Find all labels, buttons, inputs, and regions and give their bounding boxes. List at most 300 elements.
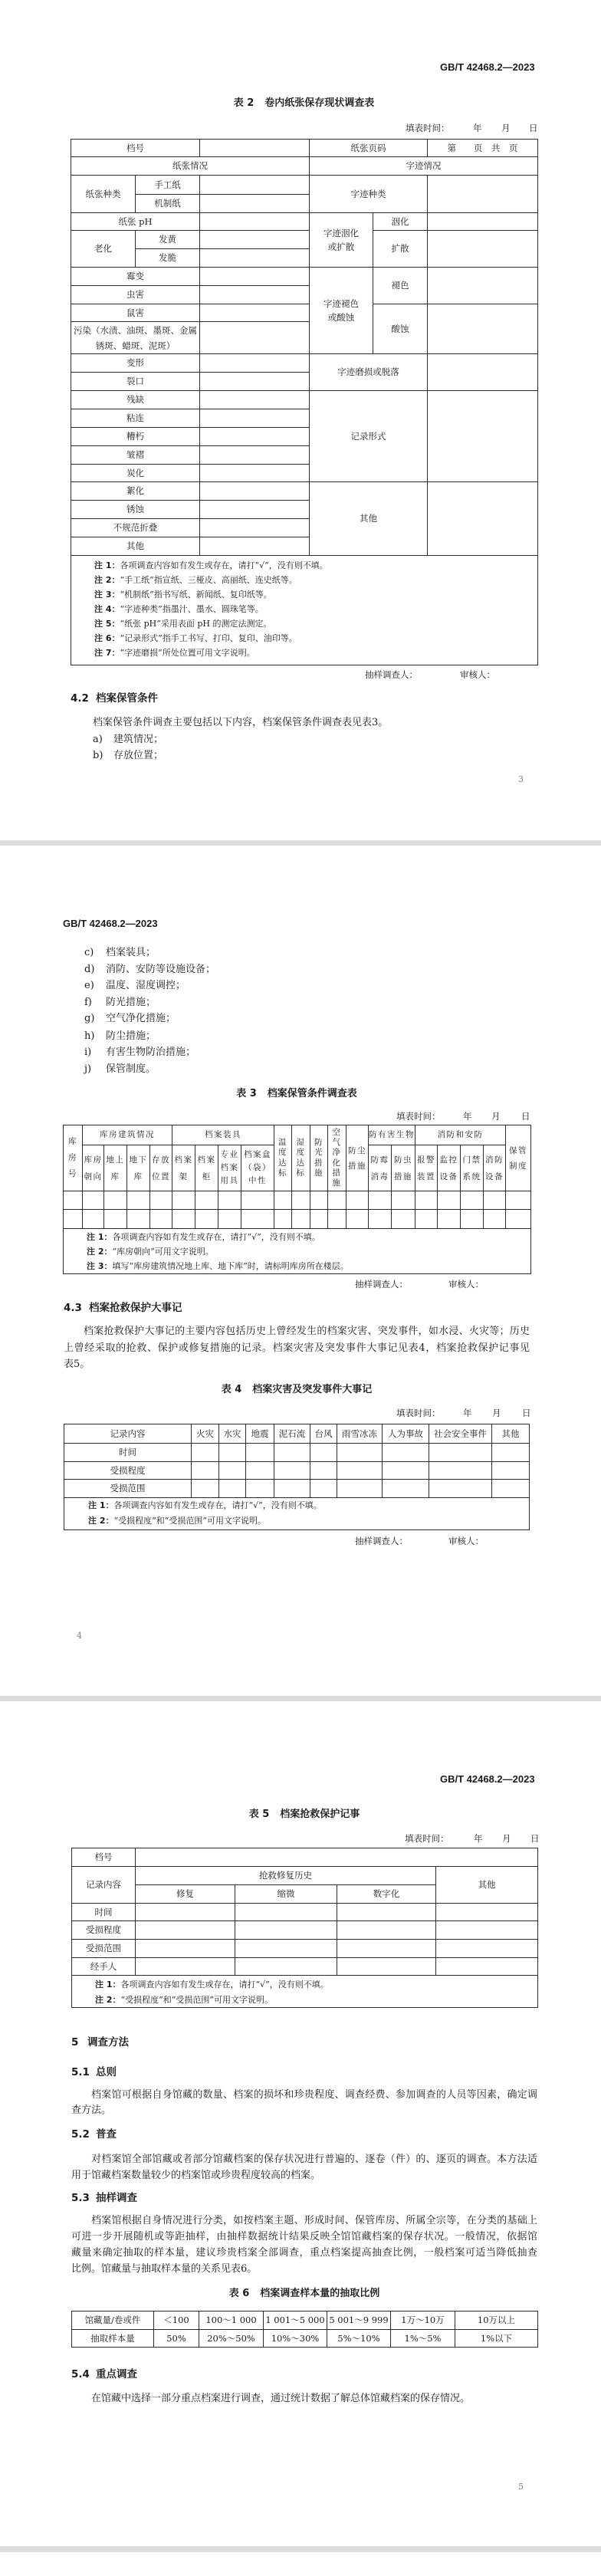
reviewer-signature-label: 审核人： [448, 1279, 484, 1290]
table-notes [64, 1498, 530, 1530]
header-building-group: 库房建筑情况 [83, 1125, 172, 1145]
list-item-text: 防尘措施； [106, 1030, 156, 1042]
cell-blank [172, 1210, 195, 1229]
table-5-rescue-protection-record [71, 1848, 538, 2008]
cell-blank [337, 1904, 436, 1921]
cell-blank [235, 1904, 337, 1921]
surveyor-signature-label: 抽样调查人： [365, 669, 418, 680]
cell-blank [436, 1904, 538, 1921]
cell-blank [310, 1444, 337, 1462]
header-label: 档案柜 [197, 1155, 216, 1181]
header-label: 库房朝向 [84, 1155, 103, 1181]
cell-other-header: 其他 [436, 1867, 538, 1904]
fill-date-label: 填表时间： [405, 1833, 449, 1844]
note [87, 1259, 530, 1273]
cell-writing-fading-option: 酸蚀 [373, 304, 428, 354]
cell-blank [436, 1940, 538, 1958]
table-3-storage-condition-survey [63, 1125, 531, 1274]
header-label: 库房号 [68, 1137, 77, 1178]
note-label: 注 4： [94, 604, 120, 614]
cell-blank [192, 1444, 219, 1462]
cell-blank [195, 1210, 218, 1229]
cell-writing-abrasion: 字迹磨损或脱落 [310, 354, 428, 391]
paper-condition-stain-label: 污染（水渍、油斑、墨斑、金属锈斑、蜡斑、泥斑） [74, 324, 197, 351]
cell-blank [429, 1444, 492, 1462]
cell-blank [200, 286, 310, 304]
list-item-label: h) [84, 1030, 95, 1042]
header-label: 空气净化措施 [332, 1127, 342, 1188]
cell-blank [337, 1480, 383, 1498]
cell-blank [83, 1210, 104, 1229]
cell-writing-fading [310, 268, 373, 354]
header-label: 防霉消毒 [370, 1155, 389, 1181]
table-row [64, 1444, 530, 1462]
header-label: 温度达标 [278, 1137, 287, 1178]
fill-date-year: 年 [463, 1111, 472, 1122]
row-label: 经手人 [72, 1958, 136, 1976]
row-label: 馆藏量/卷或件 [72, 2312, 154, 2330]
header-label: 地上库 [106, 1155, 125, 1181]
table-row [72, 1940, 538, 1958]
standard-code-header: GB/T 42468.2—2023 [63, 918, 158, 929]
header-label: 门禁系统 [462, 1155, 481, 1181]
note-label: 注 6： [94, 633, 120, 643]
cell-blank [392, 1191, 415, 1210]
header-label: 存放位置 [152, 1155, 170, 1181]
note [95, 1993, 537, 2008]
cell-blank [383, 1444, 429, 1462]
cell-history-header: 抢救修复历史 [136, 1867, 436, 1885]
table-notes [72, 1976, 538, 2008]
subsection-title: 重点调查 [96, 2368, 137, 2380]
cell-blank [438, 1191, 461, 1210]
cell-blank [436, 1958, 538, 1976]
table-3-caption [64, 1086, 530, 1102]
section-title: 档案保管条件 [96, 692, 158, 705]
table-row [72, 1958, 538, 1976]
header-temperature [274, 1125, 292, 1191]
surveyor-signature-label: 抽样调查人： [355, 1279, 408, 1290]
table-number: 表 5 [248, 1809, 270, 1820]
list-item-label: e) [84, 980, 94, 991]
fill-date-day: 日 [521, 1111, 530, 1122]
row-label: 时间 [64, 1444, 192, 1462]
cell-paper-condition: 裂口 [71, 373, 200, 391]
header-label: 档案架 [174, 1155, 193, 1181]
table-row [72, 2312, 538, 2330]
cell-value: 1 001～5 000 [264, 2312, 327, 2330]
subsection-number: 5.4 [71, 2368, 90, 2380]
note [94, 558, 537, 573]
note-label: 注 2： [88, 1516, 114, 1526]
cell-blank [219, 1480, 246, 1498]
fill-date-day: 日 [522, 1408, 531, 1418]
cell-blank [383, 1480, 429, 1498]
note-label: 注 1： [95, 1980, 121, 1990]
cell-paper-aging-option: 发黄 [136, 231, 200, 249]
table-number: 表 3 [236, 1088, 257, 1099]
table-number: 表 2 [233, 97, 255, 109]
header-equipment-sub [218, 1145, 241, 1191]
header-equipment-sub [241, 1145, 274, 1191]
list-item-label: c) [84, 947, 94, 958]
table-5-caption [71, 1807, 537, 1822]
cell-page-of: 第 页 共 页 [428, 140, 538, 157]
cell-blank [428, 354, 538, 391]
cell-blank [428, 268, 538, 304]
cell-blank [274, 1444, 310, 1462]
table-6-caption [71, 2286, 537, 2302]
cell-blank [310, 1480, 337, 1498]
cell-blank [274, 1462, 310, 1480]
note-text: “受损程度”和“受损范围”可用文字说明。 [120, 1994, 273, 2005]
column-header: 缩微 [235, 1885, 337, 1904]
cell-blank [200, 373, 310, 391]
table-title: 档案灾害及突发事件大事记 [252, 1384, 373, 1395]
cell-blank [392, 1210, 415, 1229]
header-humidity [292, 1125, 310, 1191]
cell-page-code-label: 纸张页码 [310, 140, 428, 157]
row-label: 抽取样本量 [72, 2330, 154, 2348]
table-2-paper-condition-survey [71, 139, 538, 665]
cell-blank [461, 1210, 484, 1229]
cell-paper-condition [71, 322, 200, 354]
paragraph-line: 比例。馆藏量与抽取样本量的关系见表6。 [71, 2263, 258, 2275]
section-title: 档案抢救保护大事记 [89, 1302, 182, 1314]
header-building-sub [127, 1145, 150, 1191]
cell-blank [428, 176, 538, 213]
cell-blank [484, 1191, 506, 1210]
column-header: 水灾 [219, 1424, 246, 1444]
cell-writing-bleeding-option: 洇化 [373, 213, 428, 231]
row-label: 时间 [72, 1904, 136, 1921]
note-text: “字迹种类”指墨汁、墨水、圆珠笔等。 [120, 604, 264, 614]
note-text: “机制纸”指书写纸、新闻纸、复印纸等。 [120, 590, 272, 600]
note [88, 1513, 529, 1529]
note-text: “字迹磨损”所处位置可用文字说明。 [120, 648, 255, 658]
cell-blank [246, 1480, 274, 1498]
paragraph-line: 档案馆根据自身情况进行分类，如按档案主题、形成时间、保管库房、所属全宗等，在分类的基础上 [91, 2215, 537, 2226]
section-number: 4.3 [64, 1302, 82, 1314]
cell-paper-condition: 糟朽 [71, 428, 200, 446]
header-light [310, 1125, 328, 1191]
cell-paper-header: 纸张情况 [71, 157, 310, 176]
table-title: 档案抢救保护记事 [280, 1809, 360, 1820]
subsection-title: 抽样调查 [96, 2192, 137, 2204]
cell-blank [246, 1444, 274, 1462]
fill-date-label: 填表时间： [396, 1408, 441, 1418]
table-row [64, 1191, 531, 1210]
header-security-sub [415, 1145, 438, 1191]
header-building-sub [83, 1145, 104, 1191]
cell-value: 1%～5% [391, 2330, 455, 2348]
cell-value: ＜100 [154, 2312, 199, 2330]
note-label: 注 1： [87, 1232, 113, 1242]
cell-blank [337, 1940, 436, 1958]
cell-paper-condition: 锈蚀 [71, 501, 200, 519]
header-equipment-sub [172, 1145, 195, 1191]
cell-paper-condition: 虫害 [71, 286, 200, 304]
subsection-number: 5.3 [71, 2192, 90, 2204]
cell-record-label: 记录内容 [72, 1867, 136, 1904]
cell-blank [428, 304, 538, 354]
note-text: 填写“库房建筑情况地上库、地下库”时，请标明库房所在楼层。 [112, 1261, 349, 1271]
cell-blank [484, 1210, 506, 1229]
cell-blank [136, 1848, 538, 1867]
list-item-text: 防光措施； [106, 996, 156, 1008]
cell-paper-condition: 不规范折叠 [71, 519, 200, 537]
header-pests-sub [392, 1145, 415, 1191]
page-number: 5 [518, 2482, 524, 2492]
list-item-label: b) [93, 750, 103, 761]
note-label: 注 2： [95, 1994, 121, 2005]
note-text: 各项调查内容如有发生或存在，请打“√”，没有则不填。 [120, 560, 328, 570]
cell-blank [346, 1191, 369, 1210]
cell-blank [192, 1480, 219, 1498]
note-text: “记录形式”指手工书写、打印、复印、油印等。 [120, 633, 297, 643]
cell-blank [200, 249, 310, 268]
standard-code-header: GB/T 42468.2—2023 [440, 61, 535, 73]
cell-paper-condition: 变形 [71, 354, 200, 373]
cell-blank [200, 537, 310, 556]
note-text: “纸张 pH”采用表面 pH 的测定法测定。 [120, 619, 272, 629]
cell-blank [200, 391, 310, 409]
cell-blank [428, 391, 538, 482]
column-header: 泥石流 [274, 1424, 310, 1444]
header-label: 专业档案用具 [220, 1150, 239, 1185]
cell-blank [438, 1210, 461, 1229]
note-text: “库房朝向”可用文字说明。 [112, 1247, 214, 1257]
note-text: 各项调查内容如有发生或存在，请打“√”，没有则不填。 [120, 1980, 329, 1990]
cell-blank [200, 428, 310, 446]
surveyor-signature-label: 抽样调查人： [355, 1536, 408, 1546]
cell-blank [274, 1480, 310, 1498]
column-header: 其他 [492, 1424, 530, 1444]
cell-blank [200, 304, 310, 322]
cell-blank [195, 1191, 218, 1210]
cell-blank [369, 1210, 392, 1229]
section-title: 调查方法 [87, 2036, 129, 2049]
page-3 [0, 0, 601, 840]
cell-blank [200, 354, 310, 373]
cell-blank [235, 1958, 337, 1976]
list-item-label: f) [84, 996, 92, 1008]
subsection-title: 普查 [96, 2128, 117, 2141]
header-security-sub [484, 1145, 506, 1191]
cell-blank [492, 1444, 530, 1462]
header-label: 地下库 [129, 1155, 148, 1181]
row-label: 受损范围 [72, 1940, 136, 1958]
note-label: 注 1： [88, 1500, 114, 1510]
header-management [506, 1125, 531, 1191]
list-item-text: 温度、湿度调控； [106, 980, 186, 991]
cell-blank [200, 268, 310, 286]
paragraph-line: 档案馆可根据自身馆藏的数量、档案的损坏和珍贵程度、调查经费、参加调查的人员等因素，确定调 [91, 2089, 537, 2101]
cell-blank [192, 1462, 219, 1480]
note [87, 1230, 530, 1244]
table-row [64, 1462, 530, 1480]
cell-value: 5%～10% [327, 2330, 391, 2348]
cell-value: 20%～50% [199, 2330, 264, 2348]
cell-blank [200, 140, 310, 157]
cell-blank [328, 1210, 346, 1229]
note [94, 587, 537, 602]
cell-blank [136, 1904, 235, 1921]
column-header: 社会安全事件 [429, 1424, 492, 1444]
cell-paper-ph: 纸张 pH [71, 213, 200, 231]
header-dust [346, 1125, 369, 1191]
cell-blank [218, 1210, 241, 1229]
note-text: “受损程度”和“受损范围”可用文字说明。 [113, 1516, 266, 1526]
cell-paper-aging: 老化 [71, 231, 136, 268]
cell-blank [172, 1191, 195, 1210]
cell-blank [150, 1210, 172, 1229]
standard-code-header: GB/T 42468.2—2023 [440, 1773, 535, 1785]
header-security-group: 消防和安防 [415, 1125, 506, 1145]
subsection-title: 总则 [96, 2066, 117, 2078]
fill-date-month: 月 [492, 1408, 501, 1418]
cell-blank [328, 1191, 346, 1210]
cell-blank [429, 1480, 492, 1498]
note [88, 1498, 529, 1513]
header-air [328, 1125, 346, 1191]
cell-file-no-label: 档号 [71, 140, 200, 157]
list-item-text: 空气净化措施； [106, 1013, 176, 1024]
row-label: 受损程度 [72, 1921, 136, 1940]
cell-file-no-label: 档号 [72, 1848, 136, 1867]
fill-date-label: 填表时间： [406, 123, 450, 133]
row-label: 受损程度 [64, 1462, 192, 1480]
cell-blank [274, 1210, 292, 1229]
note-label: 注 3： [87, 1261, 113, 1271]
cell-blank [200, 501, 310, 519]
list-item-text: 有害生物防治措施； [106, 1046, 196, 1058]
table-row [72, 2330, 538, 2348]
header-security-sub [438, 1145, 461, 1191]
note [94, 602, 537, 616]
cell-blank [150, 1191, 172, 1210]
next-page-top [0, 2552, 601, 2576]
writing-fading-label: 字迹褪色或酸蚀 [323, 298, 359, 323]
header-equipment-sub [195, 1145, 218, 1191]
note-label: 注 1： [94, 560, 120, 570]
header-pests-group: 防有害生物 [369, 1125, 415, 1145]
header-building-sub [150, 1145, 172, 1191]
cell-blank [346, 1210, 369, 1229]
cell-blank [64, 1191, 83, 1210]
writing-bleeding-label: 字迹洇化或扩散 [323, 228, 359, 252]
table-title: 卷内纸张保存现状调查表 [264, 97, 375, 109]
cell-blank [337, 1958, 436, 1976]
fill-date-year: 年 [463, 1408, 472, 1418]
cell-blank [200, 482, 310, 501]
cell-value: 100～1 000 [199, 2312, 264, 2330]
table-title: 档案调查样本量的抽取比例 [260, 2288, 380, 2299]
note [87, 1244, 530, 1259]
note [94, 646, 537, 660]
cell-blank [246, 1462, 274, 1480]
cell-blank [127, 1210, 150, 1229]
cell-paper-condition: 絮化 [71, 482, 200, 501]
header-label: 监控设备 [439, 1155, 458, 1181]
note-text: “手工纸”指宣纸、三桠皮、高丽纸、连史纸等。 [120, 575, 297, 585]
cell-blank [337, 1921, 436, 1940]
paragraph-line: 藏量来确定抽取的样本量，建议珍贵档案全部调查，重点档案提高抽查比例，一般档案可适当降低抽查 [71, 2247, 537, 2259]
cell-blank [369, 1191, 392, 1210]
header-label: 湿度达标 [296, 1137, 306, 1178]
cell-paper-condition: 皱褶 [71, 446, 200, 465]
list-item-label: g) [84, 1013, 95, 1024]
table-row [72, 1904, 538, 1921]
table-4-disaster-events [64, 1424, 530, 1530]
table-title: 档案保管条件调查表 [267, 1088, 357, 1099]
cell-blank [428, 213, 538, 231]
column-header: 修复 [136, 1885, 235, 1904]
cell-blank [64, 1210, 83, 1229]
note-label: 注 5： [94, 619, 120, 629]
cell-blank [235, 1940, 337, 1958]
list-item-label: i) [84, 1046, 92, 1058]
paragraph-line: 在馆藏中选择一部分重点档案进行调查，通过统计数据了解总体馆藏档案的保存情况。 [91, 2393, 471, 2404]
note [95, 1977, 537, 1993]
paragraph-line: 用于馆藏档案数量较少的档案馆或珍贵程度较高的档案。 [71, 2170, 321, 2181]
header-label: 保管制度 [509, 1145, 527, 1171]
table-row [64, 1210, 531, 1229]
table-number: 表 6 [228, 2288, 250, 2299]
cell-blank [218, 1191, 241, 1210]
note [94, 631, 537, 646]
cell-paper-condition: 残缺 [71, 391, 200, 409]
cell-blank [200, 446, 310, 465]
cell-blank [136, 1958, 235, 1976]
paragraph-line: 可进一步开展随机或等距抽样，由抽样数据统计结果反映全馆馆藏档案的保存状况。一般情况，依据馆 [71, 2231, 537, 2242]
cell-blank [274, 1191, 292, 1210]
subsection-number: 5.2 [71, 2128, 90, 2141]
column-header: 台风 [310, 1424, 337, 1444]
cell-blank [415, 1191, 438, 1210]
list-item-text: 存放位置； [113, 750, 164, 761]
cell-blank [104, 1191, 127, 1210]
section-number: 4.2 [71, 692, 89, 705]
cell-blank [492, 1462, 530, 1480]
note [94, 573, 537, 587]
cell-paper-condition: 炭化 [71, 465, 200, 482]
fill-date-year: 年 [474, 1833, 483, 1844]
note-text: 各项调查内容如有发生或存在，请打“√”，没有则不填。 [112, 1232, 320, 1242]
cell-blank [200, 195, 310, 213]
table-header-row [64, 1424, 530, 1444]
cell-blank [200, 213, 310, 231]
paragraph-line: 档案抢救保护大事记的主要内容包括历史上曾经发生的档案灾害、突发事件，如水浸、火灾等；历史 [84, 1326, 530, 1337]
table-row [72, 1921, 538, 1940]
cell-blank [310, 1191, 328, 1210]
cell-paper-aging-option: 发脆 [136, 249, 200, 268]
cell-blank [337, 1462, 383, 1480]
cell-value: 50% [154, 2330, 199, 2348]
cell-paper-condition: 霉变 [71, 268, 200, 286]
list-item-text: 档案装具； [106, 947, 156, 958]
cell-writing-header: 字迹情况 [310, 157, 538, 176]
cell-writing-fading-option: 褪色 [373, 268, 428, 304]
fill-date-day: 日 [530, 1833, 540, 1844]
table-4-caption [64, 1382, 530, 1398]
table-notes [71, 556, 538, 665]
cell-blank [337, 1444, 383, 1462]
list-item-label: j) [84, 1063, 92, 1075]
cell-writing-other: 其他 [310, 482, 428, 556]
header-label: 防虫措施 [394, 1155, 412, 1181]
cell-paper-condition: 粘连 [71, 409, 200, 428]
